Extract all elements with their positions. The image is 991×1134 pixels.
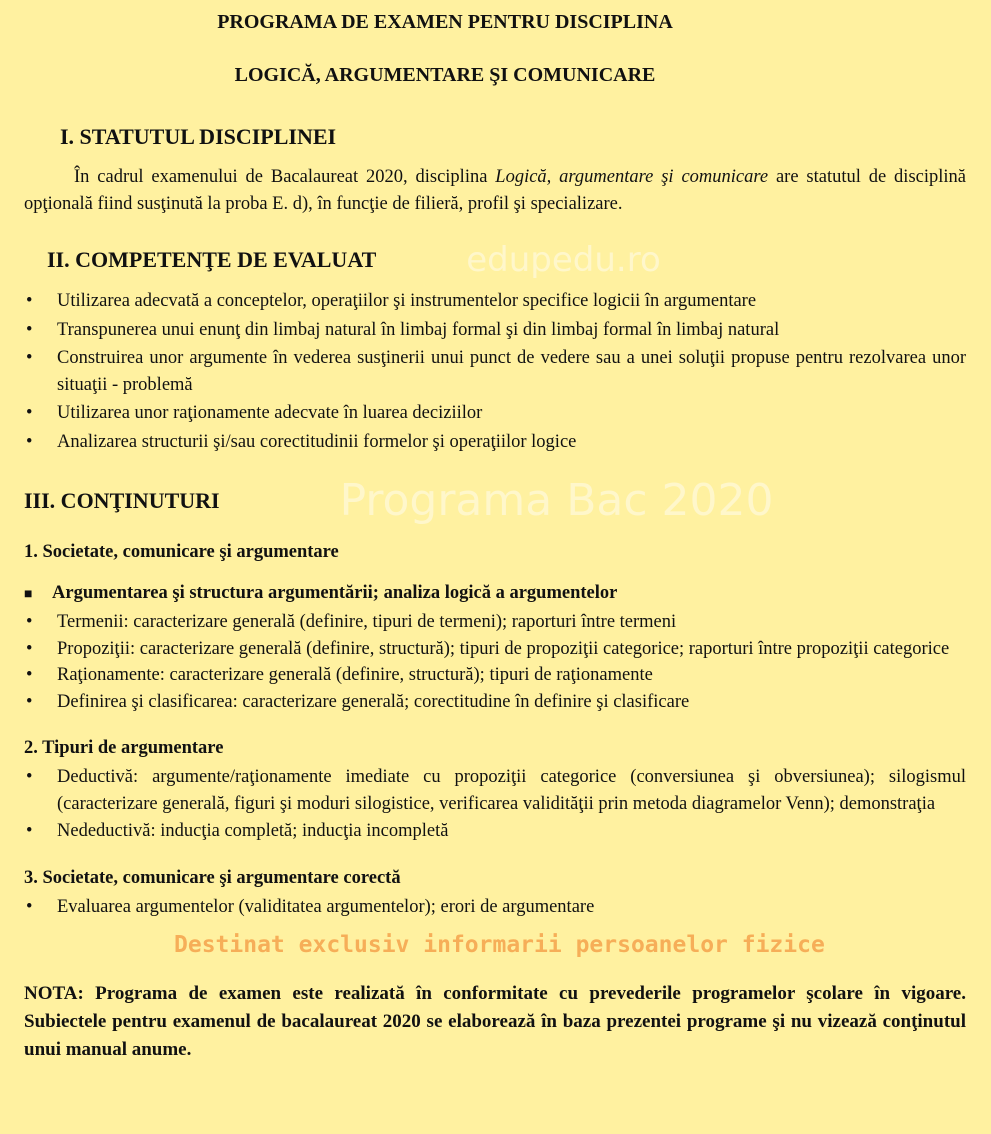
sub2-list (24, 764, 966, 845)
sub1-heading: 1. Societate, comunicare şi argumentare (24, 542, 339, 562)
square-bullet-icon: ■ (24, 587, 33, 602)
list-item: • Nedeductivă: inducţia completă; inducţia incompletă (26, 821, 449, 841)
list-item: • Analizarea structurii şi/sau corectitudinii formelor şi operaţiilor logice (26, 431, 577, 452)
list-item: • Utilizarea unor raţionamente adecvate în luarea deciziilor (26, 403, 483, 423)
list-item: • Transpunerea unui enunţ din limbaj natural în limbaj formal şi din limbaj formal în limbaj natural (26, 319, 780, 340)
list-item: • Deductivă: argumente/raţionamente imediate cu propoziţii categorice (conversiunea şi obversiunea); silogismul (caracterizare generală, figuri şi moduri silogistice, verificarea validităţii prin metoda diagramelor Venn); demonstraţia (26, 767, 966, 814)
list-item: • Evaluarea argumentelor (validitatea argumentelor); erori de argumentare (26, 896, 595, 917)
competences-list (24, 288, 966, 455)
section1-heading: I. STATUTUL DISCIPLINEI (60, 124, 337, 149)
watermark-programa: Programa Bac 2020 (339, 475, 774, 526)
text: are statutul de disciplină opţională fiind susţinută la proba E. d), în funcţie de filieră, profil şi specializare. (24, 167, 966, 214)
list-item: • Utilizarea adecvată a conceptelor, operaţiilor şi instrumentelor specifice logicii în argumentare (26, 291, 757, 311)
sub1-subheading: ■ Argumentarea şi structura argumentării; analiza logică a argumentelor (24, 582, 966, 606)
sub3-heading: 3. Societate, comunicare şi argumentare corectă (24, 867, 401, 888)
list-item: • Raţionamente: caracterizare generală (definire, structură); tipuri de raţionamente (26, 665, 653, 685)
watermark-site: edupedu.ro (466, 240, 661, 280)
list-item: • Definirea şi clasificarea: caracterizare generală; corectitudine în definire şi clasificare (26, 691, 690, 712)
sub3-list (24, 894, 966, 921)
section3-heading: III. CONŢINUTURI (24, 488, 220, 513)
text: În cadrul examenului de Bacalaureat 2020, disciplina (74, 167, 496, 187)
list-item: • Propoziţii: caracterizare generală (definire, structură); tipuri de propoziţii categorice; raporturi între propoziţii categorice (26, 638, 950, 659)
discipline-name: Logică, argumentare şi comunicare (495, 167, 769, 187)
doc-title-line2: LOGICĂ, ARGUMENTARE ŞI COMUNICARE (234, 64, 656, 86)
section2-heading-row (24, 240, 966, 280)
sub2-heading: 2. Tipuri de argumentare (24, 738, 224, 758)
list-item: • Termenii: caracterizare generală (definire, tipuri de termeni); raporturi între termeni (26, 612, 677, 632)
list-item: • Construirea unor argumente în vederea susţinerii unui punct de vedere sau a unei soluţii propuse pentru rezolvarea unor situaţii - problemă (26, 348, 966, 395)
sub1-list (24, 609, 966, 715)
section3-heading-row (24, 475, 966, 526)
watermark-diagonal: Destinat exclusiv informarii persoanelor fizice (174, 932, 825, 958)
doc-title-line1: PROGRAMA DE EXAMEN PENTRU DISCIPLINA (217, 11, 673, 33)
section1-text (24, 164, 966, 218)
section2-heading: II. COMPETENŢE DE EVALUAT (47, 247, 377, 272)
document-page (0, 10, 991, 1064)
nota: NOTA: Programa de examen este realizată în conformitate cu prevederile programelor şcolare în vigoare. Subiectele pentru examenul de bacalaureat 2020 se elaborează în baza prezentei programe şi nu vizează conţinutul unui manual anume. (24, 983, 966, 1060)
